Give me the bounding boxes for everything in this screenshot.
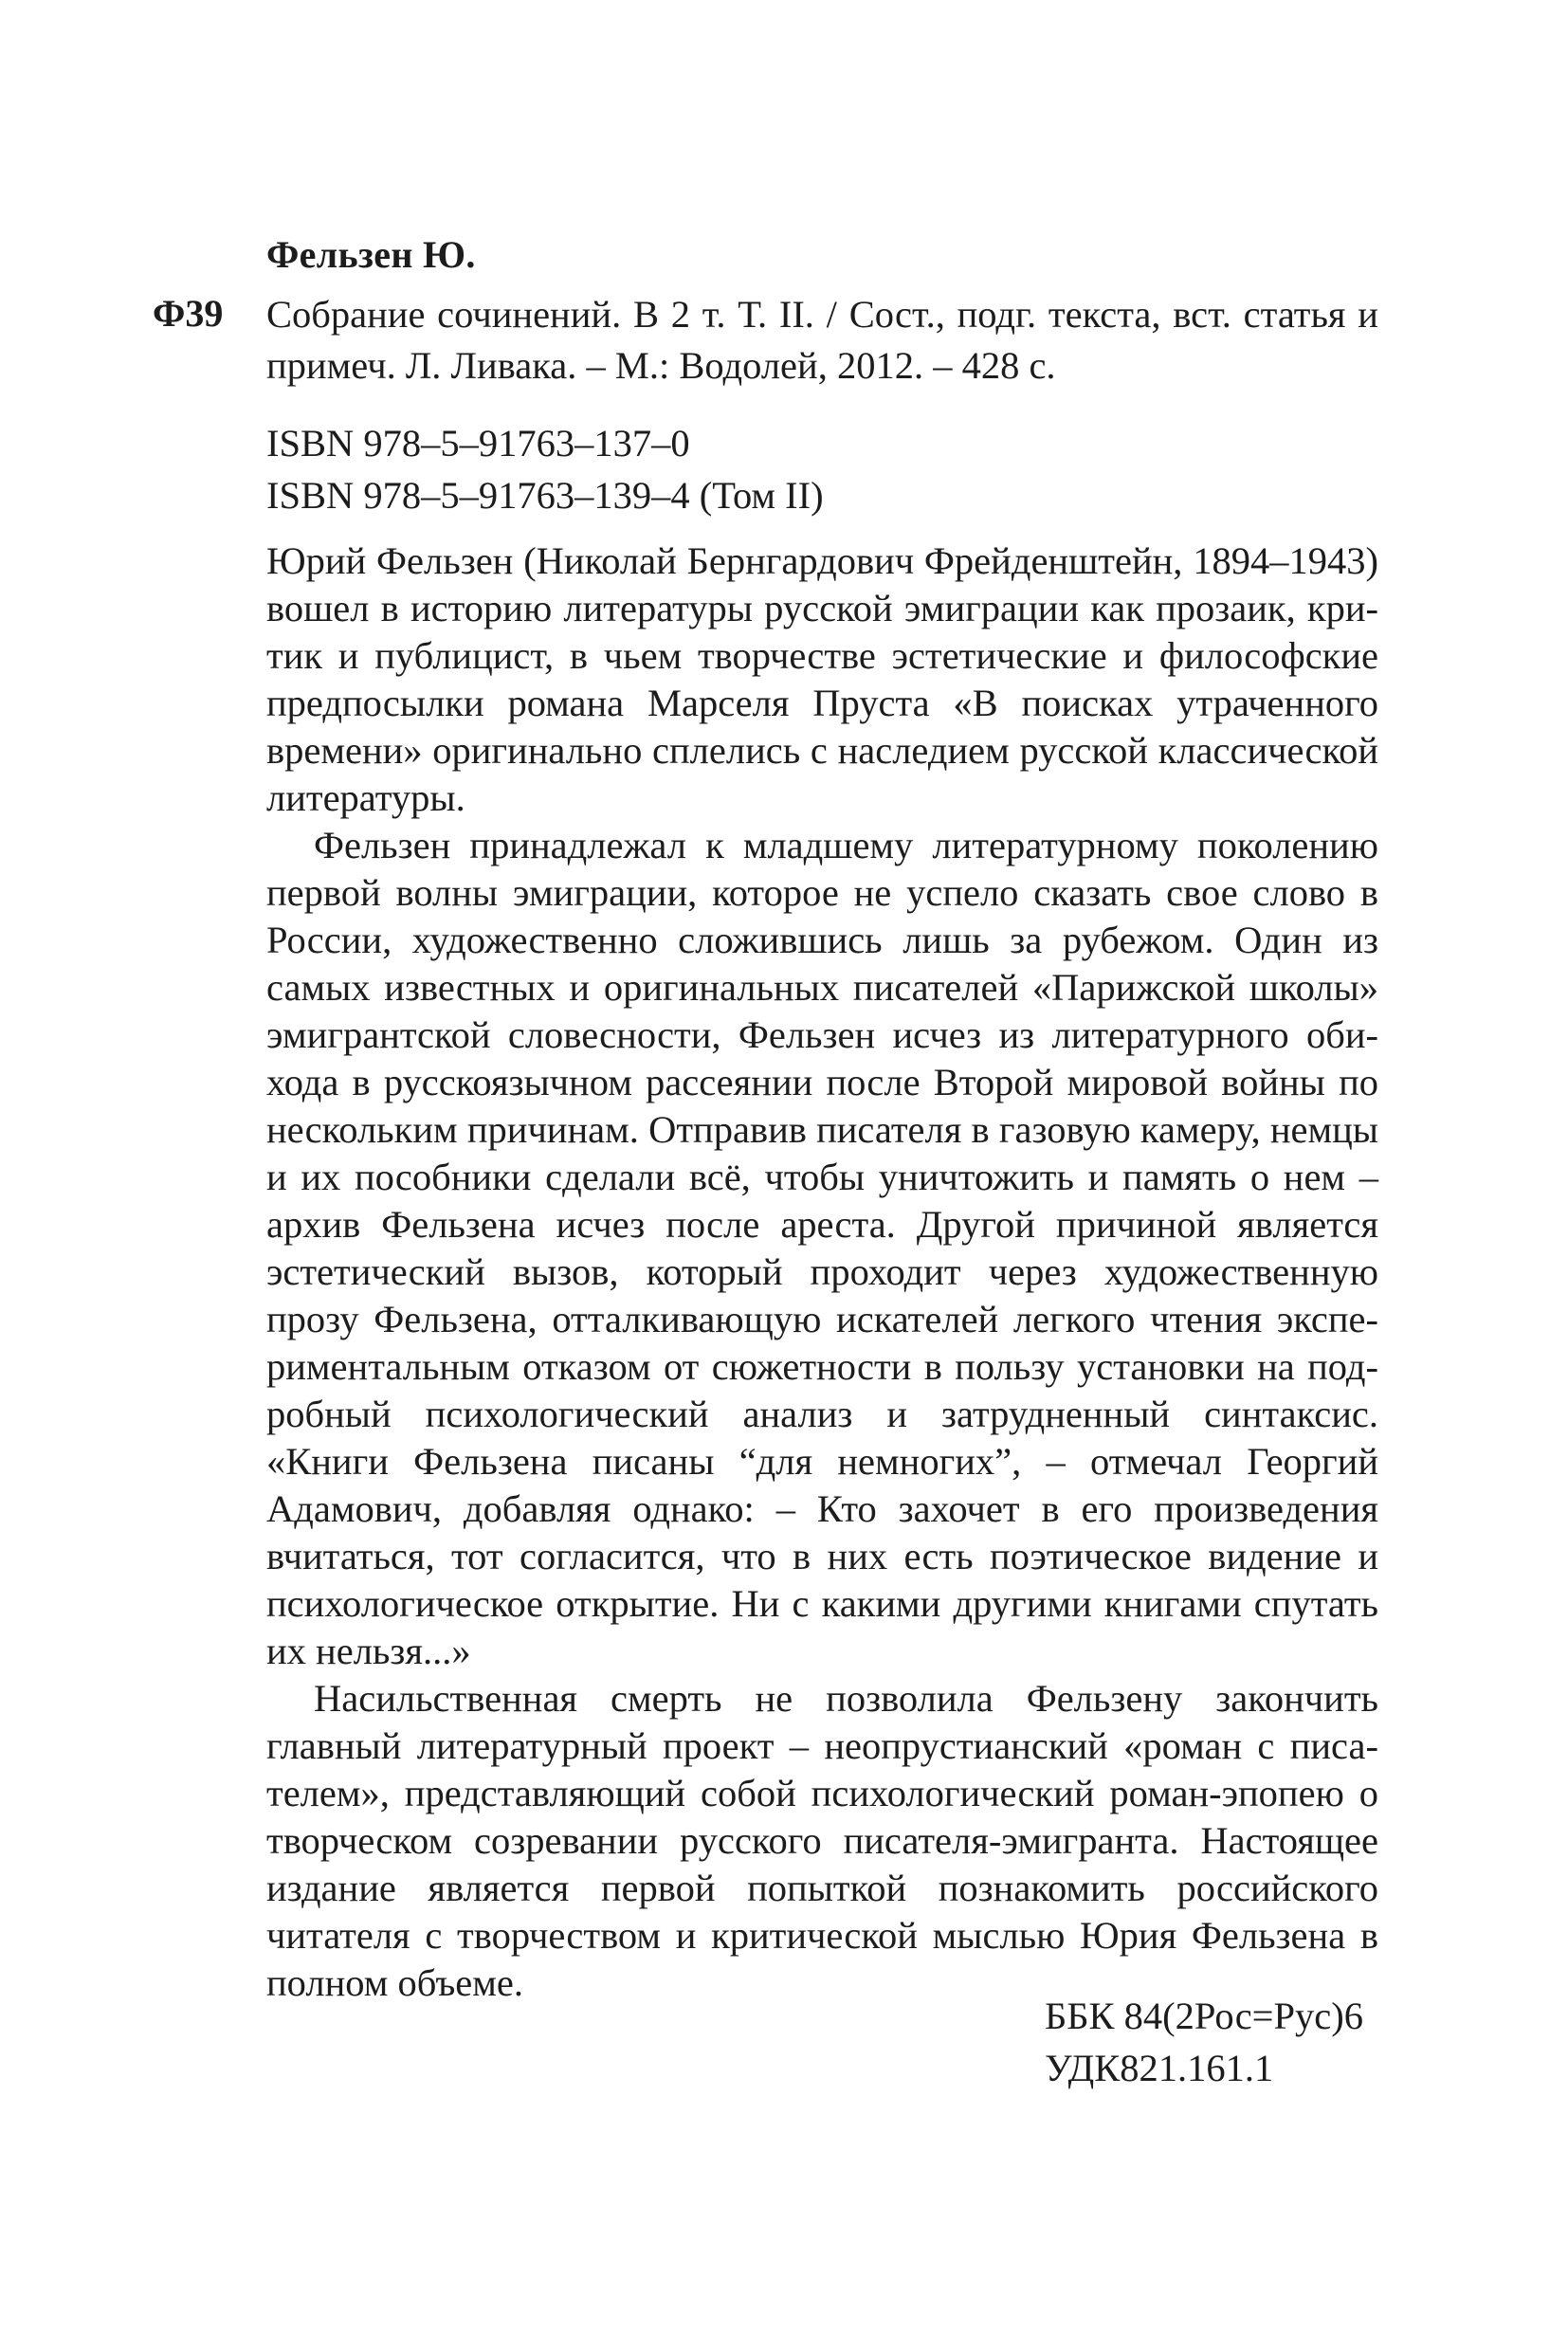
classification-block <box>1045 1990 1363 2094</box>
udk-index: УДК821.161.1 <box>1045 2047 1274 2089</box>
author-name: Фельзен Ю. <box>266 233 476 276</box>
isbn-line: ISBN 978–5–91763–139–4 (Том II) <box>266 474 824 517</box>
annotation-paragraph: Фельзен принадлежал к младшему литературному поколению первой волны эмиграции, которое не успело сказать свое слово в России, художественно сложившись лишь за рубежом. Один из самых известных и оригинальных писателей «Парижской школы» эмигрантской словесности, Фельзен исчез из литературного обихода в русскоязычном рассеянии после Второй мировой войны по нескольким причинам. Отправив писателя в газовую камеру, немцы и их пособники сделали всё, чтобы уничтожить и память о нем – архив Фельзена исчез после ареста. Другой причиной является эстетический вызов, который проходит через художественную прозу Фельзена, отталкивающую искателей легкого чтения экспериментальным отказом от сюжетности в пользу установки на подробный психологический анализ и затрудненный синтаксис. «Книги Фельзена писаны “для немногих”, – отмечал Георгий Адамович, добавляя однако: – Кто захочет в его произведения вчитаться, тот согласится, что в них есть поэтическое видение и психологическое открытие. Ни с какими другими книгами спутать их нельзя...» <box>266 824 1378 1672</box>
isbn-line: ISBN 978–5–91763–137–0 <box>266 422 690 465</box>
bibliographic-entry: Собрание сочинений. В 2 т. Т. II. / Сост., подг. текста, вст. статья и примеч. Л. Ливака. – М.: Водолей, 2012. – 428 с. <box>266 293 1378 387</box>
annotation-paragraph: Юрий Фельзен (Николай Бернгардович Фрейденштейн, 1894–1943) вошел в историю литературы русской эмиграции как прозаик, критик и публицист, в чьем творчестве эстетические и философские предпосылки романа Марселя Пруста «В поисках утраченного времени» оригинально сплелись с наследием русской классической литературы. <box>266 539 1378 819</box>
catalog-code: Ф39 <box>153 292 224 335</box>
isbn-block <box>266 417 1378 521</box>
annotation <box>266 538 1378 2007</box>
bbk-index: ББК 84(2Рос=Рус)6 <box>1045 1995 1363 2037</box>
annotation-paragraph: Насильственная смерть не позволила Фельзену закончить главный литературный проект – неопрустианский «роман с писателем», представляющий собой психологический роман-эпопею о творческом созревании русского писателя-эмигранта. Настоящее издание является первой попыткой познакомить российского читателя с творчеством и критической мыслью Юрия Фельзена в полном объеме. <box>266 1677 1378 2004</box>
